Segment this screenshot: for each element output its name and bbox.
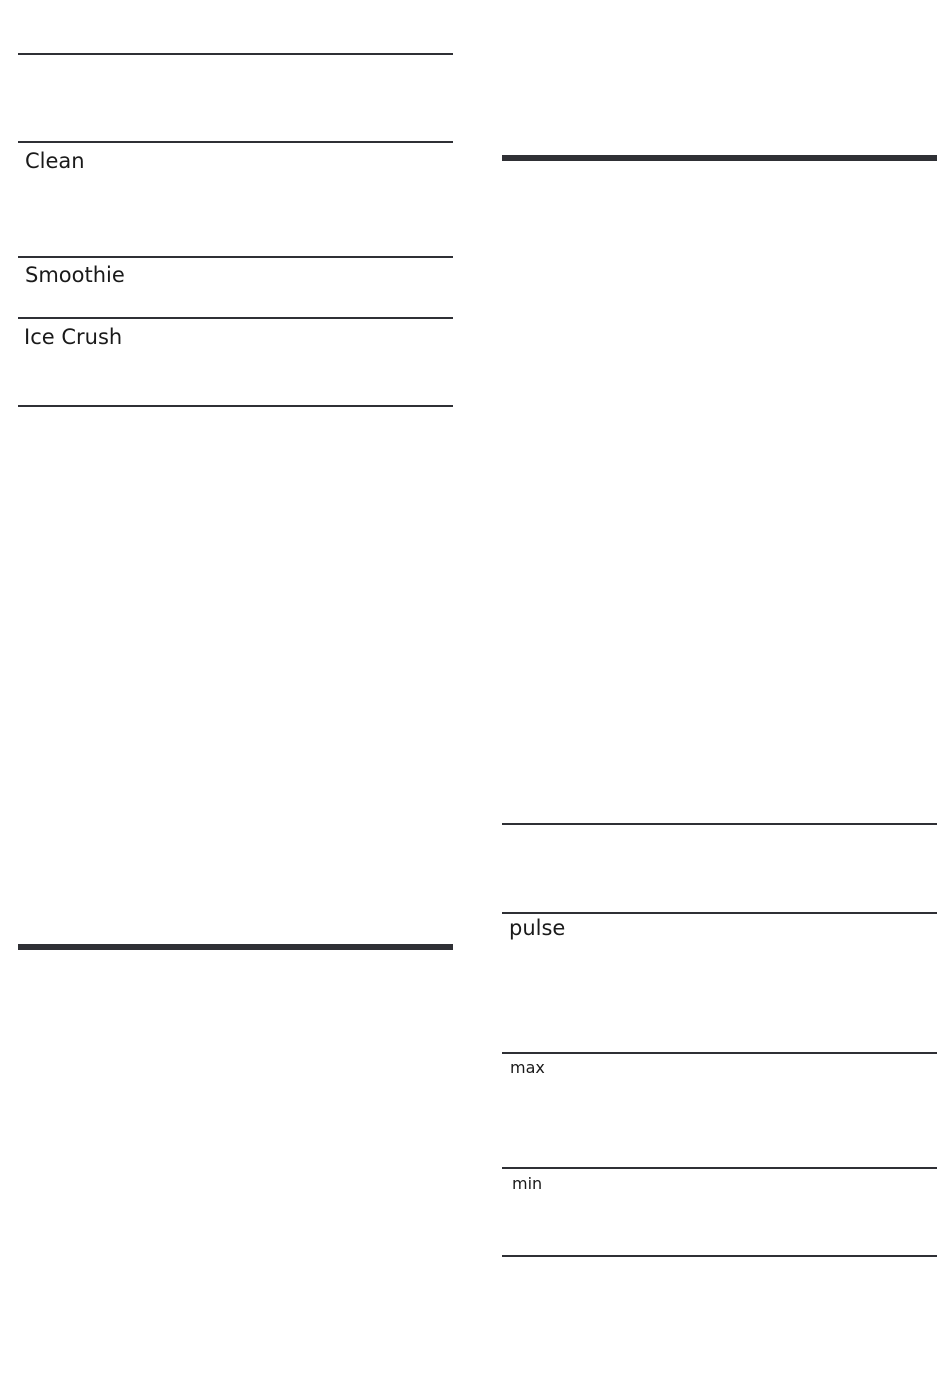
row-divider [18, 256, 453, 258]
table-top-rule [18, 53, 453, 55]
section-heading-rule [502, 155, 937, 161]
program-label-smoothie: Smoothie [25, 263, 125, 287]
program-label-clean: Clean [25, 149, 85, 173]
table-top-rule [502, 823, 937, 825]
row-divider [18, 317, 453, 319]
control-label-pulse: pulse [509, 916, 566, 940]
row-divider [18, 141, 453, 143]
row-divider [502, 1167, 937, 1169]
section-heading-rule [18, 944, 453, 950]
table-bottom-rule [502, 1255, 937, 1257]
program-label-ice-crush: Ice Crush [24, 325, 123, 349]
row-divider [502, 912, 937, 914]
control-label-max: max [510, 1058, 545, 1077]
control-label-min: min [512, 1174, 543, 1193]
row-divider [502, 1052, 937, 1054]
table-bottom-rule [18, 405, 453, 407]
